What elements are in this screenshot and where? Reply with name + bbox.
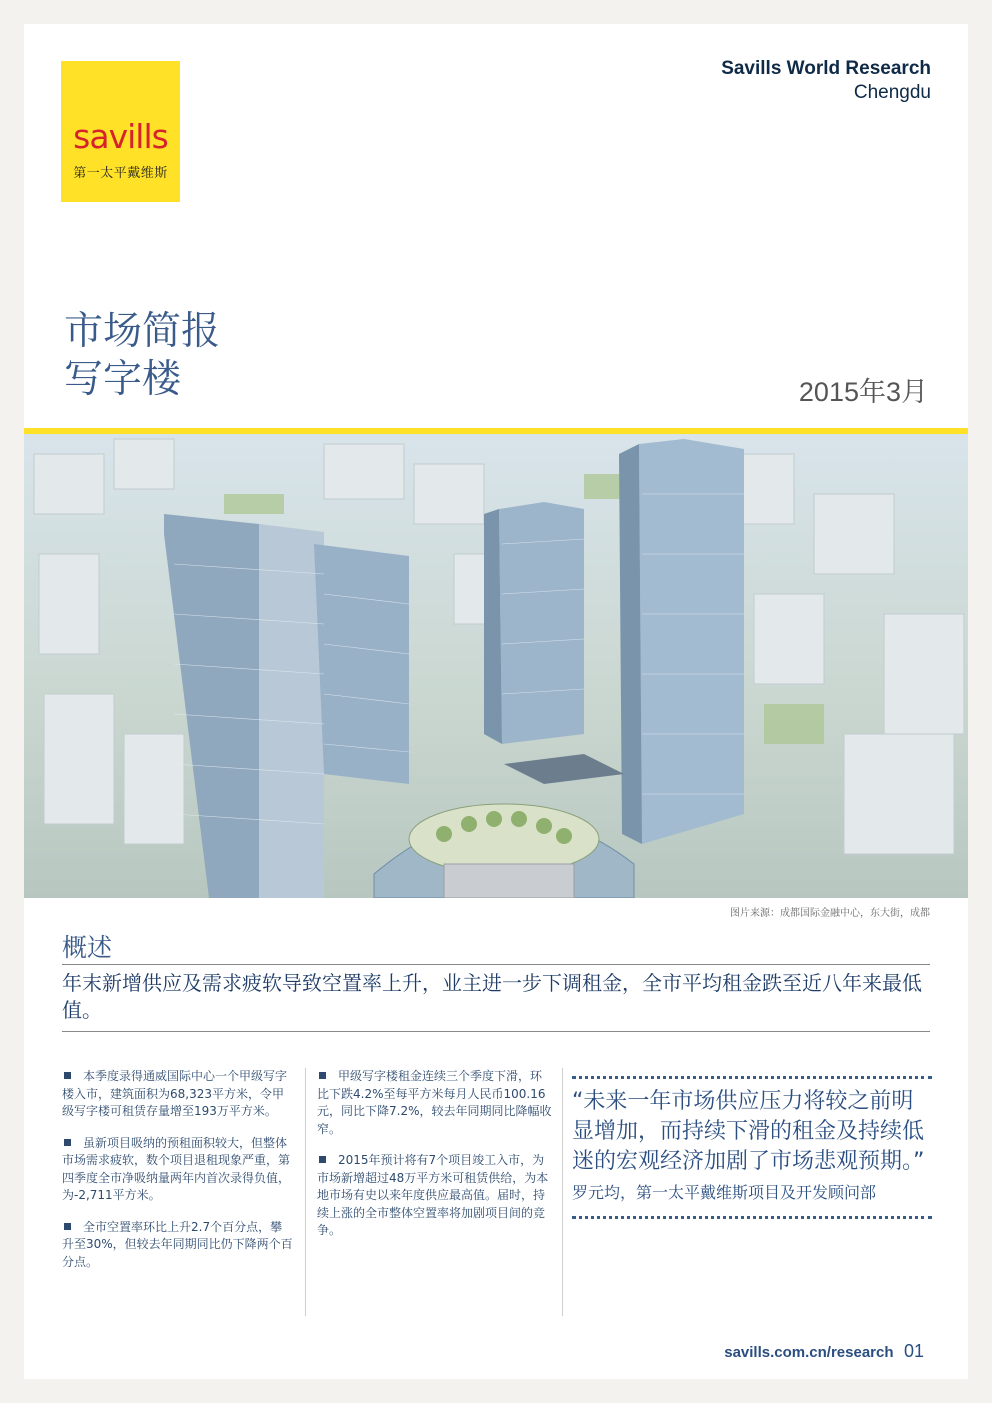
overview-summary: 年末新增供应及需求疲软导致空置率上升，业主进一步下调租金，全市平均租金跌至近八年来最低值。 bbox=[62, 964, 930, 1032]
bullet-text: 2015年预计将有7个项目竣工入市，为市场新增超过48万平方米可租赁供给，为本地市场有史以来年度供应最高值。届时，持续上涨的全市整体空置率将加剧项目间的竞争。 bbox=[317, 1153, 549, 1237]
research-title: Savills World Research bbox=[721, 58, 931, 79]
logo-chinese-name: 第一太平戴维斯 bbox=[73, 166, 168, 181]
bullet-square-icon bbox=[64, 1072, 71, 1079]
bullet-text: 甲级写字楼租金连续三个季度下滑，环比下跌4.2%至每平方米每月人民币100.16元，同比下降7.2%，较去年同期同比降幅收窄。 bbox=[317, 1069, 552, 1136]
bullet-square-icon bbox=[64, 1223, 71, 1230]
page-footer bbox=[724, 1341, 924, 1362]
bullet-text: 虽新项目吸纳的预租面积较大，但整体市场需求疲软，数个项目退租现象严重，第四季度全市净吸纳量两年内首次录得负值，为-2,711平方米。 bbox=[62, 1135, 291, 1202]
bullet-square-icon bbox=[319, 1072, 326, 1079]
building-rendering bbox=[24, 434, 968, 898]
page-number: 01 bbox=[903, 1341, 924, 1361]
bullet-item bbox=[317, 1152, 552, 1240]
bullet-square-icon bbox=[319, 1156, 326, 1163]
bullets-column-2 bbox=[317, 1068, 552, 1254]
report-page bbox=[24, 24, 968, 1379]
bullet-text: 全市空置率环比上升2.7个百分点，攀升至30%，但较去年同期同比仍下降两个百分点。 bbox=[62, 1219, 293, 1269]
quote-attribution: 罗元均，第一太平戴维斯项目及开发顾问部 bbox=[572, 1183, 877, 1202]
bullet-item bbox=[317, 1068, 552, 1138]
savills-logo bbox=[61, 61, 180, 202]
bullet-text: 本季度录得通威国际中心一个甲级写字楼入市，建筑面积为68,323平方米，令甲级写字楼可租赁存量增至193万平方米。 bbox=[62, 1069, 288, 1118]
report-date: 2015年3月 bbox=[798, 377, 928, 407]
quote-body: “未来一年市场供应压力将较之前明显增加，而持续下滑的租金及持续低迷的宏观经济加剧了市场悲观预期。” bbox=[572, 1089, 925, 1174]
pull-quote bbox=[572, 1076, 932, 1219]
image-caption: 图片来源：成都国际金融中心，东大街，成都 bbox=[730, 908, 930, 919]
hero-image bbox=[24, 434, 968, 898]
column-divider bbox=[562, 1068, 563, 1316]
column-divider bbox=[305, 1068, 306, 1316]
research-city: Chengdu bbox=[853, 82, 931, 103]
bullet-square-icon bbox=[64, 1139, 71, 1146]
research-header bbox=[721, 58, 931, 104]
bullets-column-1 bbox=[62, 1068, 294, 1285]
quote-text bbox=[572, 1079, 932, 1208]
bullet-item bbox=[62, 1068, 294, 1121]
quote-bottom-rule bbox=[572, 1216, 932, 1219]
bullet-item bbox=[62, 1219, 294, 1272]
title-line-2: 写字楼 bbox=[64, 357, 182, 402]
logo-wordmark: savills bbox=[73, 117, 168, 156]
page-title bbox=[64, 308, 220, 404]
footer-research-link[interactable]: savills.com.cn/research bbox=[724, 1344, 894, 1361]
bullet-item bbox=[62, 1135, 294, 1205]
title-line-1: 市场简报 bbox=[64, 309, 221, 354]
overview-heading: 概述 bbox=[62, 933, 113, 962]
